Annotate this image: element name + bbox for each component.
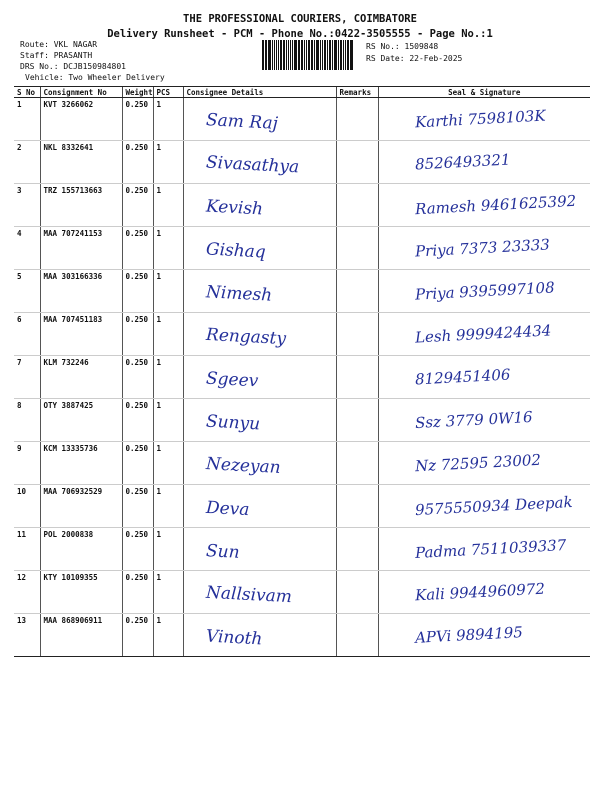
pcs-cell: 1 — [153, 98, 183, 141]
handwritten-signature: Ssz 3779 0W16 — [414, 407, 533, 433]
consignee-cell — [183, 442, 336, 485]
handwritten-consignee-name: Rengasty — [205, 324, 286, 350]
barcode-image — [262, 40, 354, 70]
sno-cell: 12 — [14, 571, 40, 614]
rs-number: RS No.: 1509848 — [366, 42, 439, 51]
signature-cell — [378, 614, 590, 657]
pcs-cell: 1 — [153, 141, 183, 184]
consignment-number-cell: NKL 8332641 — [40, 141, 122, 184]
route-label: Route: VKL NAGAR — [20, 40, 98, 49]
signature-cell — [378, 270, 590, 313]
weight-cell: 0.250 — [122, 270, 153, 313]
handwritten-signature: 8526493321 — [414, 150, 511, 174]
weight-cell: 0.250 — [122, 313, 153, 356]
weight-cell: 0.250 — [122, 485, 153, 528]
signature-cell — [378, 184, 590, 227]
signature-cell — [378, 356, 590, 399]
table-row — [14, 313, 590, 356]
remarks-cell — [336, 98, 378, 141]
rs-date: RS Date: 22-Feb-2025 — [366, 54, 463, 63]
sno-cell: 4 — [14, 227, 40, 270]
remarks-cell — [336, 141, 378, 184]
sno-cell: 6 — [14, 313, 40, 356]
remarks-cell — [336, 356, 378, 399]
consignment-number-cell: OTY 3887425 — [40, 399, 122, 442]
col-header-sno: S No — [14, 87, 40, 98]
col-header-consignee: Consignee Details — [183, 87, 336, 98]
table-header-row — [14, 87, 590, 98]
consignee-cell — [183, 356, 336, 399]
weight-cell: 0.250 — [122, 571, 153, 614]
table-row — [14, 184, 590, 227]
handwritten-signature: Priya 7373 23333 — [414, 235, 550, 261]
consignment-number-cell: POL 2000838 — [40, 528, 122, 571]
signature-cell — [378, 442, 590, 485]
consignee-cell — [183, 227, 336, 270]
consignee-cell — [183, 614, 336, 657]
sno-cell: 1 — [14, 98, 40, 141]
handwritten-signature: Nz 72595 23002 — [414, 450, 541, 476]
pcs-cell: 1 — [153, 485, 183, 528]
consignment-number-cell: KVT 3266062 — [40, 98, 122, 141]
pcs-cell: 1 — [153, 442, 183, 485]
remarks-cell — [336, 184, 378, 227]
remarks-cell — [336, 614, 378, 657]
table-row — [14, 141, 590, 184]
table-row — [14, 270, 590, 313]
pcs-cell: 1 — [153, 184, 183, 227]
consignee-cell — [183, 98, 336, 141]
pcs-cell: 1 — [153, 356, 183, 399]
weight-cell: 0.250 — [122, 98, 153, 141]
sno-cell: 8 — [14, 399, 40, 442]
pcs-cell: 1 — [153, 528, 183, 571]
remarks-cell — [336, 399, 378, 442]
col-header-signature: Seal & Signature — [378, 87, 590, 98]
weight-cell: 0.250 — [122, 356, 153, 399]
handwritten-consignee-name: Nezeyan — [205, 454, 281, 478]
handwritten-signature: 8129451406 — [414, 365, 511, 389]
drs-number: DRS No.: DCJB150984801 — [20, 62, 126, 71]
pcs-cell: 1 — [153, 313, 183, 356]
consignment-number-cell: MAA 707241153 — [40, 227, 122, 270]
consignee-cell — [183, 528, 336, 571]
weight-cell: 0.250 — [122, 442, 153, 485]
handwritten-consignee-name: Nallsivam — [205, 582, 292, 608]
table-row — [14, 528, 590, 571]
signature-cell — [378, 98, 590, 141]
table-row — [14, 98, 590, 141]
handwritten-consignee-name: Gishaq — [205, 239, 266, 263]
handwritten-signature: Priya 9395997108 — [414, 278, 555, 304]
handwritten-signature: APVi 9894195 — [414, 623, 523, 647]
signature-cell — [378, 528, 590, 571]
handwritten-consignee-name: Kevish — [205, 196, 264, 220]
table-row — [14, 399, 590, 442]
signature-cell — [378, 227, 590, 270]
consignee-cell — [183, 485, 336, 528]
weight-cell: 0.250 — [122, 399, 153, 442]
table-row — [14, 227, 590, 270]
sno-cell: 10 — [14, 485, 40, 528]
pcs-cell: 1 — [153, 399, 183, 442]
runsheet-table — [14, 86, 590, 657]
table-row — [14, 356, 590, 399]
runsheet-subtitle: Delivery Runsheet - PCM - Phone No.:0422-3505555 - Page No.:1 — [107, 28, 493, 40]
remarks-cell — [336, 571, 378, 614]
weight-cell: 0.250 — [122, 227, 153, 270]
consignee-cell — [183, 141, 336, 184]
handwritten-signature: Karthi 7598103K — [414, 106, 546, 132]
consignment-number-cell: MAA 707451183 — [40, 313, 122, 356]
handwritten-consignee-name: Sun — [204, 541, 240, 563]
col-header-remarks: Remarks — [336, 87, 378, 98]
consignment-number-cell: MAA 868906911 — [40, 614, 122, 657]
signature-cell — [378, 399, 590, 442]
consignee-cell — [183, 399, 336, 442]
handwritten-signature: Kali 9944960972 — [414, 579, 545, 605]
handwritten-consignee-name: Sunyu — [205, 411, 261, 435]
handwritten-signature: 9575550934 Deepak — [414, 492, 573, 520]
sno-cell: 9 — [14, 442, 40, 485]
consignment-number-cell: MAA 706932529 — [40, 485, 122, 528]
remarks-cell — [336, 442, 378, 485]
handwritten-signature: Padma 7511039337 — [414, 536, 567, 562]
signature-cell — [378, 571, 590, 614]
table-row — [14, 485, 590, 528]
remarks-cell — [336, 313, 378, 356]
table-row — [14, 442, 590, 485]
pcs-cell: 1 — [153, 270, 183, 313]
pcs-cell: 1 — [153, 614, 183, 657]
consignee-cell — [183, 270, 336, 313]
weight-cell: 0.250 — [122, 528, 153, 571]
sno-cell: 13 — [14, 614, 40, 657]
staff-label: Staff: PRASANTH — [20, 51, 93, 60]
handwritten-consignee-name: Nimesh — [205, 282, 273, 306]
handwritten-consignee-name: Deva — [205, 497, 250, 521]
col-header-pcs: PCS — [153, 87, 183, 98]
col-header-weight: Weight — [122, 87, 153, 98]
remarks-cell — [336, 227, 378, 270]
weight-cell: 0.250 — [122, 141, 153, 184]
sno-cell: 7 — [14, 356, 40, 399]
table-row — [14, 614, 590, 657]
handwritten-signature: Ramesh 9461625392 — [414, 191, 577, 219]
handwritten-consignee-name: Sam Raj — [205, 110, 278, 134]
pcs-cell: 1 — [153, 571, 183, 614]
vehicle-label: Vehicle: Two Wheeler Delivery — [25, 73, 165, 82]
handwritten-consignee-name: Sivasathya — [205, 152, 300, 178]
consignee-cell — [183, 571, 336, 614]
handwritten-signature: Lesh 9999424434 — [414, 321, 552, 347]
signature-cell — [378, 141, 590, 184]
handwritten-consignee-name: Sgeev — [205, 368, 259, 392]
weight-cell: 0.250 — [122, 184, 153, 227]
sno-cell: 3 — [14, 184, 40, 227]
consignment-number-cell: KLM 732246 — [40, 356, 122, 399]
consignment-number-cell: TRZ 155713663 — [40, 184, 122, 227]
signature-cell — [378, 313, 590, 356]
sno-cell: 11 — [14, 528, 40, 571]
table-row — [14, 571, 590, 614]
sno-cell: 2 — [14, 141, 40, 184]
consignee-cell — [183, 184, 336, 227]
consignment-number-cell: KTY 10109355 — [40, 571, 122, 614]
sno-cell: 5 — [14, 270, 40, 313]
signature-cell — [378, 485, 590, 528]
company-title: THE PROFESSIONAL COURIERS, COIMBATORE — [183, 13, 417, 25]
weight-cell: 0.250 — [122, 614, 153, 657]
remarks-cell — [336, 270, 378, 313]
consignment-number-cell: MAA 303166336 — [40, 270, 122, 313]
remarks-cell — [336, 485, 378, 528]
handwritten-consignee-name: Vinoth — [205, 626, 263, 650]
consignee-cell — [183, 313, 336, 356]
col-header-consignment: Consignment No — [40, 87, 122, 98]
remarks-cell — [336, 528, 378, 571]
pcs-cell: 1 — [153, 227, 183, 270]
consignment-number-cell: KCM 13335736 — [40, 442, 122, 485]
